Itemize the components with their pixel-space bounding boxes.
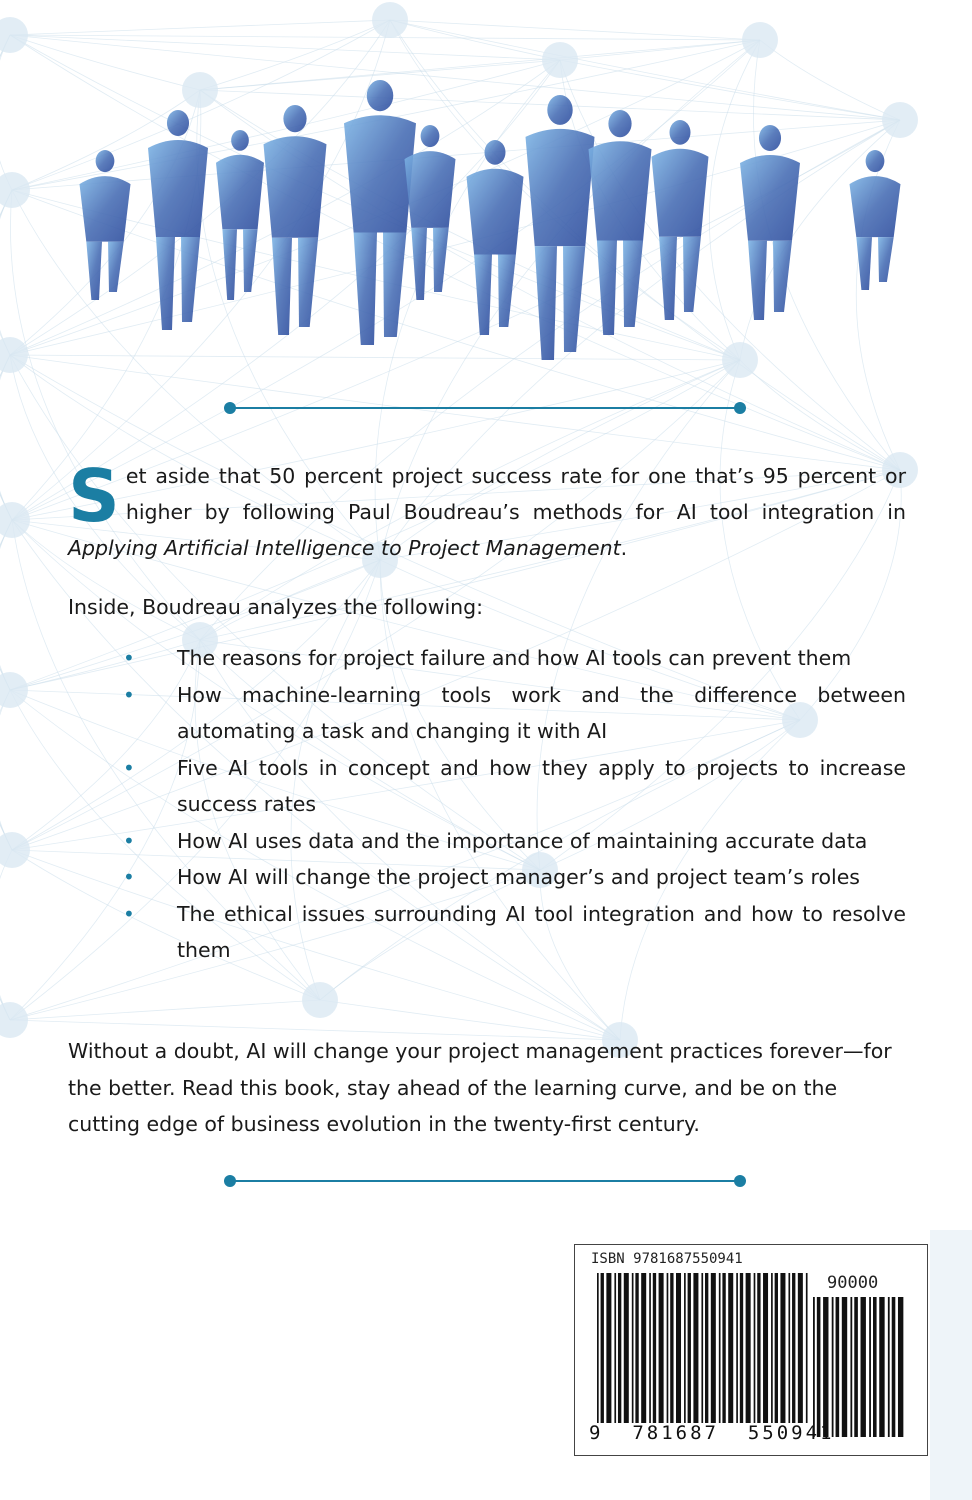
addon-barcode xyxy=(813,1297,909,1437)
lead-paragraph: Inside, Boudreau analyzes the following: xyxy=(68,595,484,619)
barcode-bar xyxy=(792,1273,795,1423)
network-line xyxy=(0,850,12,1020)
person-silhouette xyxy=(467,140,524,335)
barcode-bar xyxy=(688,1273,691,1423)
barcode-bar xyxy=(817,1297,821,1437)
person-silhouette xyxy=(589,110,652,335)
barcode-bar xyxy=(892,1297,896,1437)
barcode-bar xyxy=(728,1273,733,1423)
isbn-label: ISBN 9781687550941 xyxy=(591,1251,743,1267)
person-silhouette xyxy=(216,130,264,300)
barcode-bar xyxy=(670,1273,673,1423)
barcode-bar xyxy=(635,1273,638,1423)
feature-list xyxy=(68,640,906,969)
barcode-bar xyxy=(746,1273,751,1423)
barcode-bar xyxy=(850,1297,852,1437)
barcode-bar xyxy=(832,1297,834,1437)
bullet-icon: • xyxy=(123,755,135,780)
barcode-bar xyxy=(798,1273,803,1423)
drop-cap: S xyxy=(68,454,120,538)
barcode-bar xyxy=(618,1273,621,1423)
barcode-bar xyxy=(813,1297,815,1437)
barcode-bar xyxy=(701,1273,703,1423)
barcode-bar xyxy=(879,1297,884,1437)
bullet-icon: • xyxy=(123,865,135,889)
network-line xyxy=(0,690,12,850)
list-item: • How AI uses data and the importance of maintaining accurate data xyxy=(68,823,906,860)
network-node xyxy=(0,832,30,868)
barcode-bar xyxy=(780,1273,785,1423)
bullet-icon: • xyxy=(123,682,135,707)
barcode-bar xyxy=(757,1273,760,1423)
bottom-divider xyxy=(224,1174,746,1188)
bullet-icon: • xyxy=(123,828,135,853)
barcode-bar xyxy=(763,1273,768,1423)
network-line xyxy=(10,1000,320,1020)
barcode-bar xyxy=(722,1273,725,1423)
barcode-bar xyxy=(693,1273,698,1423)
book-title: Applying Artificial Intelligence to Project Management xyxy=(68,536,621,560)
barcode-bar xyxy=(806,1273,808,1423)
barcode-bar xyxy=(740,1273,743,1423)
ean-barcode xyxy=(597,1273,809,1423)
person-silhouette xyxy=(148,110,208,330)
barcode-bar xyxy=(632,1273,634,1423)
barcode-bar xyxy=(641,1273,646,1423)
person-silhouette xyxy=(264,105,327,335)
network-node xyxy=(302,982,338,1018)
barcode-bar xyxy=(676,1273,681,1423)
barcode-bar xyxy=(649,1273,651,1423)
isbn-digits: 9 781687 550941 xyxy=(589,1422,835,1444)
barcode-bar xyxy=(624,1273,629,1423)
barcode-bar xyxy=(684,1273,686,1423)
intro-text: et aside that 50 percent project success rate for one that’s 95 percent or higher by following Paul Boudreau’s methods for AI tool integration in xyxy=(125,464,906,524)
barcode-bar xyxy=(705,1273,708,1423)
barcode-bar xyxy=(836,1297,840,1437)
barcode-bar xyxy=(667,1273,669,1423)
network-line xyxy=(0,520,12,690)
person-silhouette xyxy=(526,95,595,360)
barcode-bar xyxy=(854,1297,858,1437)
barcode-bar xyxy=(719,1273,721,1423)
isbn-barcode-block xyxy=(574,1244,928,1456)
person-silhouette xyxy=(740,125,800,320)
barcode-bar xyxy=(614,1273,616,1423)
price-code: 90000 xyxy=(827,1273,879,1293)
network-line xyxy=(0,355,12,850)
barcode-bar xyxy=(788,1273,790,1423)
person-silhouette xyxy=(344,80,416,345)
list-item: • How AI will change the project manager’s and project team’s roles xyxy=(68,859,906,896)
network-node xyxy=(0,672,28,708)
barcode-bar xyxy=(736,1273,738,1423)
barcode-bar xyxy=(869,1297,871,1437)
closing-paragraph: Without a doubt, AI will change your project management practices forever—for the better. Read this book, stay ahead of the learning curve, and be on the cutting edge of business evolution in the twenty-first century. xyxy=(68,1039,892,1136)
barcode-bar xyxy=(711,1273,716,1423)
barcode-bar xyxy=(754,1273,756,1423)
barcode-bar xyxy=(823,1297,828,1437)
bullet-icon: • xyxy=(123,646,135,670)
barcode-bar xyxy=(873,1297,877,1437)
intro-paragraph xyxy=(68,454,906,566)
person-silhouette xyxy=(652,120,709,320)
person-silhouette xyxy=(850,150,901,290)
network-line xyxy=(0,520,12,1020)
list-item: • The ethical issues surrounding AI tool integration and how to resolve them xyxy=(68,896,906,969)
barcode-bar xyxy=(898,1297,903,1437)
barcode-bar xyxy=(771,1273,773,1423)
list-item: • Five AI tools in concept and how they apply to projects to increase success rates xyxy=(68,750,906,823)
barcode-bar xyxy=(597,1273,599,1423)
barcode-bar xyxy=(659,1273,664,1423)
crowd-silhouette-illustration xyxy=(0,0,972,400)
person-silhouette xyxy=(80,150,131,300)
barcode-bar xyxy=(888,1297,890,1437)
barcode-bar xyxy=(842,1297,847,1437)
network-node xyxy=(0,1002,28,1038)
barcode-bar xyxy=(775,1273,778,1423)
edge-tint xyxy=(930,1230,972,1500)
barcode-bar xyxy=(606,1273,611,1423)
barcode-bar xyxy=(861,1297,866,1437)
top-divider xyxy=(224,401,746,415)
bullet-icon: • xyxy=(123,901,135,926)
list-item: • How machine-learning tools work and the difference between automating a task and changing it with AI xyxy=(68,677,906,750)
barcode-bar xyxy=(653,1273,656,1423)
intro-end: . xyxy=(620,536,628,560)
list-item: • The reasons for project failure and how AI tools can prevent them xyxy=(68,640,906,677)
barcode-bar xyxy=(601,1273,604,1423)
